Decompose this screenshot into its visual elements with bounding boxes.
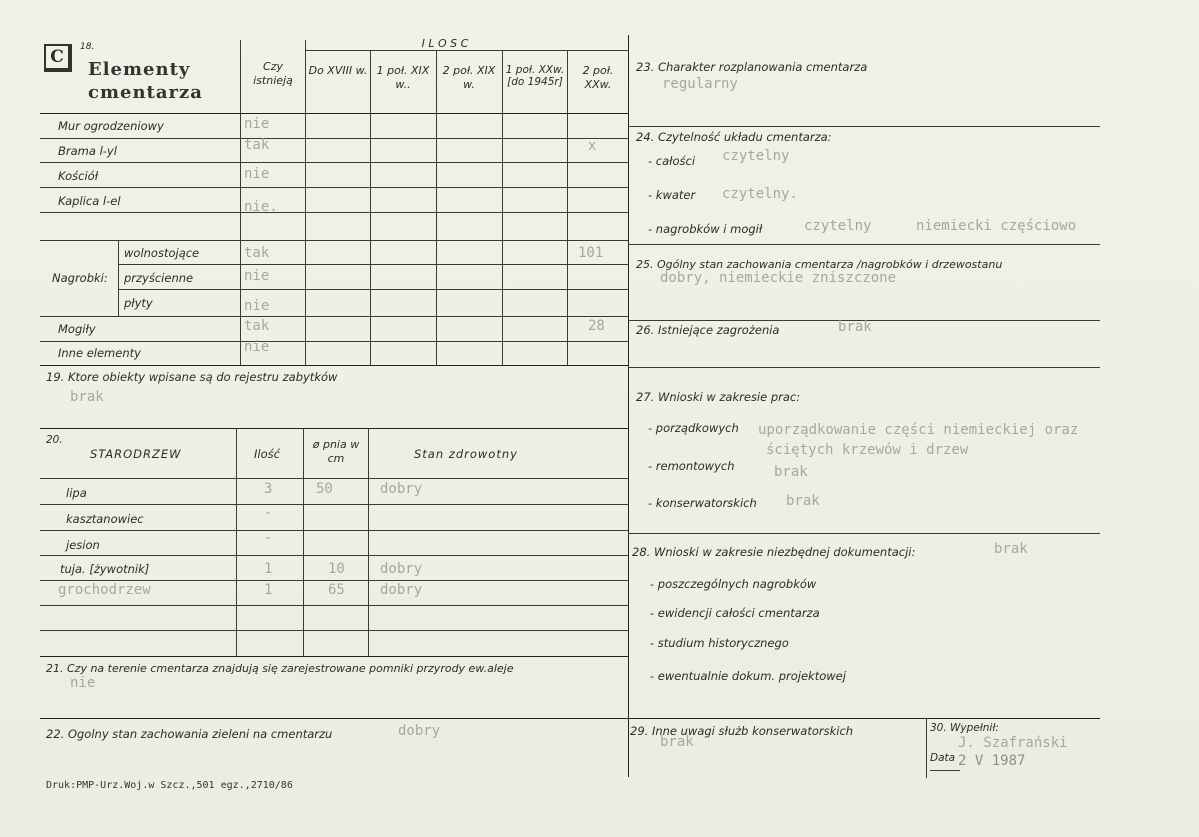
q24-nagrobkow-value: czytelny <box>804 218 872 234</box>
rule <box>628 244 1100 245</box>
inne-exists: nie <box>244 339 270 355</box>
rule <box>40 530 628 531</box>
rule <box>40 478 628 479</box>
q25-label: 25. Ogólny stan zachowania cmentarza /nagrobków i drzewostanu <box>636 258 1003 271</box>
q28-value: brak <box>994 541 1028 557</box>
col-2pol-xx: 2 poł. XXw. <box>582 64 614 91</box>
q28-item: - poszczególnych nagrobków <box>650 577 817 591</box>
rule <box>40 187 628 188</box>
q27-porz-value2: ściętych krzewów i drzew <box>766 442 969 458</box>
mogily-label: Mogiły <box>58 322 96 336</box>
row-label-mur: Mur ogrodzeniowy <box>58 119 164 133</box>
divider-center <box>628 35 629 777</box>
q25-value: dobry, niemieckie zniszczone <box>660 270 897 286</box>
rule <box>40 341 628 342</box>
rule <box>628 367 1100 368</box>
tree-count: - <box>264 530 273 546</box>
q28-item: - studium historycznego <box>650 636 789 650</box>
elements-title-line2: cmentarza <box>88 82 203 103</box>
q28-label: 28. Wnioski w zakresie niezbędnej dokumentacji: <box>632 545 916 559</box>
q24-calosci-value: czytelny <box>722 148 790 164</box>
rule <box>930 770 960 771</box>
data-label: Data <box>930 752 956 764</box>
q22-label: 22. Ogolny stan zachowania zieleni na cmentarzu <box>46 727 333 741</box>
tree-diameter-header: ø pnia w cm <box>312 438 360 465</box>
q21-label: 21. Czy na terenie cmentarza znajdują się zarejestrowane pomniki przyrody ew.aleje <box>46 662 514 675</box>
elements-title-line1: Elementy <box>88 59 191 80</box>
tree-name: lipa <box>66 486 87 500</box>
tree-name: jesion <box>66 538 100 552</box>
q19-value: brak <box>70 389 104 405</box>
nagrobki-row-exists: nie <box>244 298 270 314</box>
nagrobki-row-count: 101 <box>578 245 604 261</box>
row-exists-kaplica: nie. <box>244 199 278 215</box>
col-do-xviii: Do XVIII w. <box>308 64 368 77</box>
section-number: 18. <box>80 42 95 52</box>
q22-value: dobry <box>398 723 441 739</box>
rule <box>628 533 1100 534</box>
tree-name: kasztanowiec <box>66 512 144 526</box>
col-1pol-xx: 1 poł. XXw. [do 1945r] <box>505 64 565 88</box>
rule <box>40 718 1100 719</box>
q24-calosci-label: - całości <box>648 154 696 168</box>
tree-diameter: 10 <box>328 561 345 577</box>
row-count-brama: x <box>588 138 597 154</box>
q23-value: regularny <box>662 76 738 92</box>
q24-nagrobkow-extra: niemiecki częściowo <box>916 218 1077 234</box>
q27-rem-value: brak <box>774 464 808 480</box>
rule <box>436 50 437 365</box>
row-label-kaplica: Kaplica l-el <box>58 194 121 208</box>
q28-item: - ewentualnie dokum. projektowej <box>650 669 846 683</box>
col-exists-header: Czy istnieją <box>253 60 293 87</box>
rule <box>305 40 306 365</box>
nagrobki-row-label: wolnostojące <box>124 246 200 260</box>
rule <box>926 718 927 778</box>
q20-number: 20. <box>46 434 63 446</box>
rule <box>40 316 628 317</box>
q30-value: J. Szafrański <box>958 735 1068 751</box>
q29-value: brak <box>660 734 694 750</box>
rule <box>368 428 369 656</box>
row-label-brama: Brama l-yl <box>58 144 117 158</box>
q21-value: nie <box>70 675 96 691</box>
tree-state-header: Stan zdrowotny <box>414 447 518 461</box>
rule <box>236 428 237 656</box>
q27-porz-value1: uporządkowanie części niemieckiej oraz <box>758 422 1079 438</box>
tree-count: 1 <box>264 582 273 598</box>
q19-label: 19. Ktore obiekty wpisane są do rejestru zabytków <box>46 370 338 384</box>
tree-count: 3 <box>264 481 273 497</box>
tree-name: tuja. [żywotnik] <box>60 562 150 576</box>
tree-count-header: Ilość <box>254 447 280 461</box>
row-exists-kosciol: nie <box>244 166 270 182</box>
rule <box>240 40 241 365</box>
rule <box>502 50 503 365</box>
rule <box>40 113 628 114</box>
rule <box>40 138 628 139</box>
col-1pol-xix: 1 poł. XIX w.. <box>376 64 430 91</box>
nagrobki-row-label: przyścienne <box>124 271 194 285</box>
q23-label: 23. Charakter rozplanowania cmentarza <box>636 60 868 74</box>
rule <box>567 50 568 365</box>
inne-label: Inne elementy <box>58 346 141 360</box>
tree-count: 1 <box>264 561 273 577</box>
rule <box>40 428 628 429</box>
nagrobki-row-exists: tak <box>244 245 270 261</box>
starodrzew-header: STARODRZEW <box>90 447 182 461</box>
q30-label: 30. Wypełnił: <box>930 722 999 734</box>
q27-rem-label: - remontowych <box>648 459 735 473</box>
q24-nagrobkow-label: - nagrobków i mogił <box>648 222 763 236</box>
rule <box>40 555 628 556</box>
rule <box>118 240 119 316</box>
q28-item: - ewidencji całości cmentarza <box>650 606 820 620</box>
rule <box>303 428 304 656</box>
rule <box>40 580 628 581</box>
row-exists-brama: tak <box>244 137 270 153</box>
q24-label: 24. Czytelność układu cmentarza: <box>636 130 832 144</box>
rule <box>40 162 628 163</box>
nagrobki-row-exists: nie <box>244 268 270 284</box>
q27-kons-value: brak <box>786 493 820 509</box>
rule <box>40 365 628 366</box>
nagrobki-label: Nagrobki: <box>52 271 108 285</box>
q27-porz-label: - porządkowych <box>648 421 739 435</box>
tree-name: grochodrzew <box>58 582 151 598</box>
row-exists-mur: nie <box>244 116 270 132</box>
tree-state: dobry <box>380 561 423 577</box>
rule <box>628 126 1100 127</box>
q24-kwater-value: czytelny. <box>722 186 798 202</box>
rule <box>118 289 628 290</box>
print-line: Druk:PMP-Urz.Woj.w Szcz.,501 egz.,2710/86 <box>46 780 293 791</box>
rule <box>40 504 628 505</box>
tree-state: dobry <box>380 582 423 598</box>
data-value: 2 V 1987 <box>958 753 1026 769</box>
ilosc-header: I L O S C <box>421 37 469 50</box>
rule <box>40 630 628 631</box>
q26-label: 26. Istniejące zagrożenia <box>636 323 780 337</box>
tree-count: - <box>264 505 273 521</box>
row-label-kosciol: Kościół <box>58 169 99 183</box>
rule <box>40 240 628 241</box>
mogily-count: 28 <box>588 318 605 334</box>
tree-state: dobry <box>380 481 423 497</box>
rule <box>40 605 628 606</box>
col-2pol-xix: 2 poł. XIX w. <box>442 64 496 91</box>
section-mark <box>44 44 72 72</box>
rule <box>118 264 628 265</box>
q26-value: brak <box>838 319 872 335</box>
section-mark-letter: C <box>50 47 64 67</box>
q24-kwater-label: - kwater <box>648 188 696 202</box>
q27-label: 27. Wnioski w zakresie prac: <box>636 390 801 404</box>
tree-diameter: 65 <box>328 582 345 598</box>
q27-kons-label: - konserwatorskich <box>648 496 757 510</box>
nagrobki-row-label: płyty <box>124 296 153 310</box>
tree-diameter: 50 <box>316 481 333 497</box>
rule <box>40 656 628 657</box>
rule <box>40 212 628 213</box>
mogily-exists: tak <box>244 318 270 334</box>
rule <box>370 50 371 365</box>
q29-label: 29. Inne uwagi służb konserwatorskich <box>630 724 854 738</box>
